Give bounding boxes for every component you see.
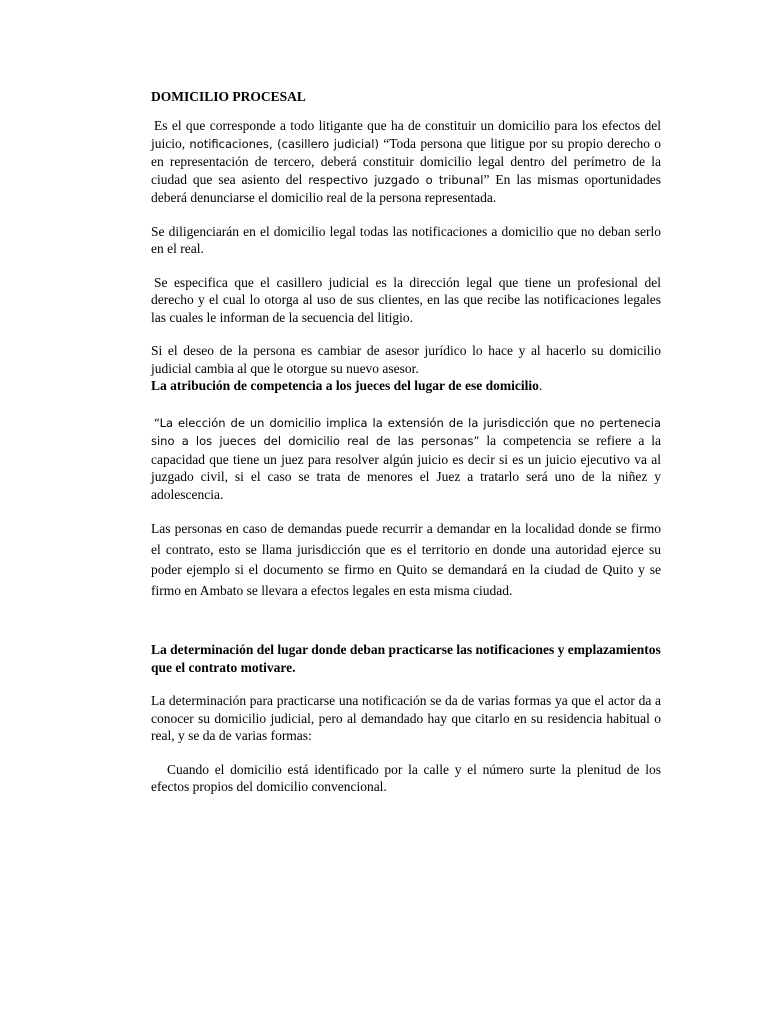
heading-competencia-text: La atribución de competencia a los jueces del lugar de ese domicilio xyxy=(151,378,539,393)
paragraph-domicilio-convencional: Cuando el domicilio está identificado por la calle y el número surte la plenitud de los efectos propios del domicilio convencional. xyxy=(151,761,661,794)
paragraph-notifications: Se diligenciarán en el domicilio legal todas las notificaciones a domicilio que no deban serlo en el real. xyxy=(151,223,661,256)
paragraph-change-advisor: Si el deseo de la persona es cambiar de asesor jurídico lo hace y al hacerlo su domicilio judicial cambia al que le otorgue su nuevo asesor. xyxy=(151,343,661,376)
p1-part-b: notificaciones, (casillero judicial) xyxy=(189,136,379,151)
document-title: DOMICILIO PROCESAL xyxy=(151,89,306,104)
document-body xyxy=(151,88,661,796)
p5-quote: “La elección de un domicilio implica la extensión de la jurisdicción que no pertenecia sino a los jueces del domicilio real de las personas” xyxy=(151,415,661,448)
paragraph-determinacion: La determinación para practicarse una notificación se da de varias formas ya que el actor da a conocer su domicilio judicial, pero al demandado hay que citarlo en su residencia habitual o real, y se da de varias formas: xyxy=(151,693,661,743)
p1-part-d: su propio derecho o en representación de tercero, deberá constituir domicilio legal dentro del perímetro de la ciudad que sea asiento del xyxy=(151,135,661,187)
paragraph-casillero: Se especifica que el casillero judicial es la dirección legal que tiene un profesional del derecho y el cual lo otorga al uso de sus clientes, en las que recibe las notificaciones legales las cuales le informan de la secuencia del litigio. xyxy=(151,274,661,325)
section-heading-competencia xyxy=(151,377,661,395)
p5-body: la competencia se refiere a la capacidad que tiene un juez para resolver algún juicio es decir si es un juicio ejecutivo va al juzgado civil, si el caso se trata de menores el Juez a tratarlo será uno de la niñez y adolescencia. xyxy=(151,433,661,502)
p1-part-a: Es el que corresponde a todo litigante que ha de constituir un domicilio para los efectos del juicio, xyxy=(151,118,661,151)
section-heading-notificaciones: La determinación del lugar donde deban practicarse las notificaciones y emplazamientos que el contrato motivare. xyxy=(151,642,661,675)
paragraph-definition xyxy=(151,117,661,207)
paragraph-jurisdiccion: Las personas en caso de demandas puede recurrir a demandar en la localidad donde se firmo el contrato, esto se llama jurisdicción que es el territorio en donde una autoridad ejerce su poder ejemplo si el documento se firmo en Quito se demandará en la ciudad de Quito y se firmo en Ambato se llevara a efectos legales en esta misma ciudad. xyxy=(151,521,661,598)
heading-competencia-period: . xyxy=(538,378,543,393)
paragraph-competencia xyxy=(151,414,661,504)
p1-part-c: “Toda persona que litigue por xyxy=(378,135,548,151)
p1-part-e: respectivo juzgado o tribunal xyxy=(308,172,484,187)
p1-part-f: ” En las mismas oportunidades deberá denunciarse el domicilio real de la persona representada. xyxy=(151,171,661,205)
